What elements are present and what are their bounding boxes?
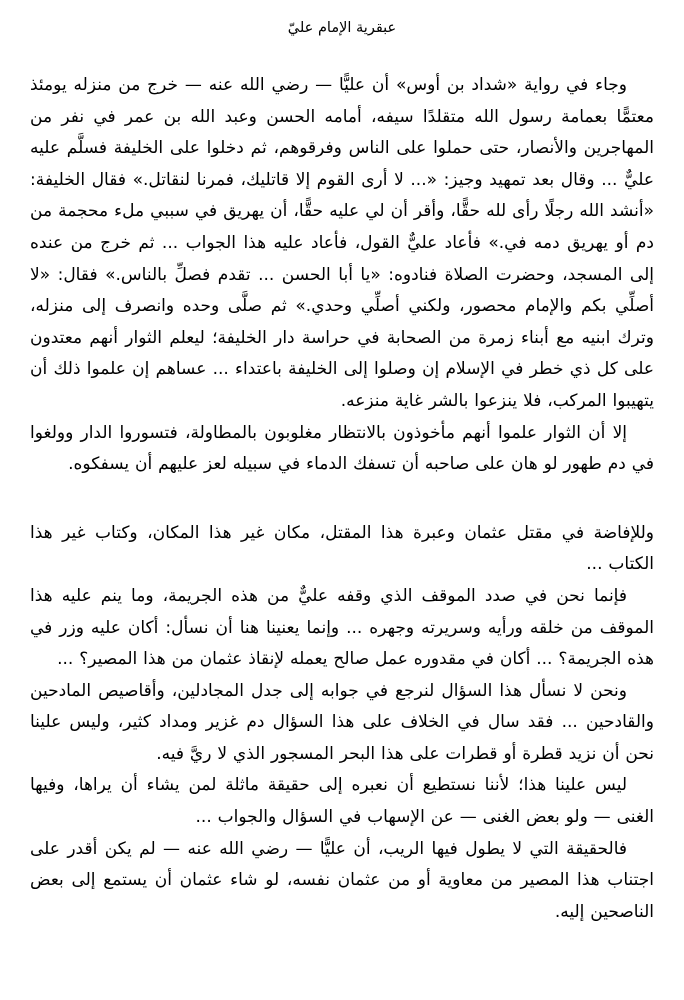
page-body	[30, 70, 654, 928]
paragraph-7: فالحقيقة التي لا يطول فيها الريب، أن عليًّا — رضي الله عنه — لم يكن أقدر على اجتناب هذا المصير من معاوية أو من عثمان نفسه، لو شاء عثمان أن يستمع إلى بعض الناصحين إليه.	[30, 838, 654, 922]
section-break	[30, 481, 654, 518]
paragraph-4: فإنما نحن في صدد الموقف الذي وقفه عليٌّ من هذه الجريمة، وما ينم عليه هذا الموقف من خلقه ورأيه وسريرته وجهره ... وإنما يعنينا هنا أن نسأل: أكان عليه وزر في هذه الجريمة؟ ... أكان في مقدوره عمل صالح يعمله لإنقاذ عثمان من هذا المصير؟ ...	[30, 585, 654, 670]
paragraph-6: ليس علينا هذا؛ لأننا نستطيع أن نعبره إلى حقيقة ماثلة لمن يشاء أن يراها، وفيها الغنى — ولو بعض الغنى — عن الإسهاب في السؤال والجواب ...	[30, 775, 654, 828]
paragraph-1: وجاء في رواية «شداد بن أوس» أن عليًّا — رضي الله عنه — خرج من منزله يومئذ معتمًّا بعمامة رسول الله متقلدًا سيفه، أمامه الحسن وعبد الله بن عمر في نفر من المهاجرين والأنصار، حتى حملوا على الناس وفرقوهم، ثم دخلوا على الخليفة فسلَّم عليه عليٌّ ... وقال بعد تمهيد وجيز: «... لا أرى القوم إلا قاتليك، فمرنا لنقاتل.» فقال الخليفة: «أنشد الله رجلًا رأى لله حقًّا، وأقر أن لي عليه حقًّا، أن يهريق في سببي ملء محجمة من دم أو يهريق دمه في.» فأعاد عليٌّ القول، فأعاد عليه هذا الجواب ... ثم خرج من عنده إلى المسجد، وحضرت الصلاة فنادوه: «يا أبا الحسن ... تقدم فصلِّ بالناس.» فقال: «لا أصلِّي بكم والإمام محصور، ولكني أصلِّي وحدي.» ثم صلَّى وحده وانصرف إلى منزله، وترك ابنيه مع أبناء زمرة من الصحابة في حراسة دار الخليفة؛ ليعلم الثوار أنهم معتدون على كل ذي خطر في الإسلام إن وصلوا إلى الخليفة باعتداء ... عساهم إن علموا ذلك أن يتهيبوا المركب، فلا ينزعوا بالشر غاية منزعه.	[30, 75, 654, 411]
paragraph-2: إلا أن الثوار علموا أنهم مأخوذون بالانتظار مغلوبون بالمطاولة، فتسوروا الدار وولغوا في دم طهور لو هان على صاحبه أن تسفك الدماء في سبيله لعز عليهم أن يسفكوه.	[30, 422, 654, 475]
paragraph-3: وللإفاضة في مقتل عثمان وعبرة هذا المقتل، مكان غير هذا المكان، وكتاب غير هذا الكتاب ...	[30, 522, 654, 575]
paragraph-5: ونحن لا نسأل هذا السؤال لنرجع في جوابه إلى جدل المجادلين، وأقاصيص المادحين والقادحين ... فقد سال في الخلاف على هذا السؤال دم غزير ومداد كثير، وليس علينا نحن أن نزيد قطرة أو قطرات على هذا البحر المسجور الذي لا ريَّ فيه.	[30, 680, 654, 764]
running-head-title: عبقرية الإمام عليّ	[287, 20, 397, 36]
